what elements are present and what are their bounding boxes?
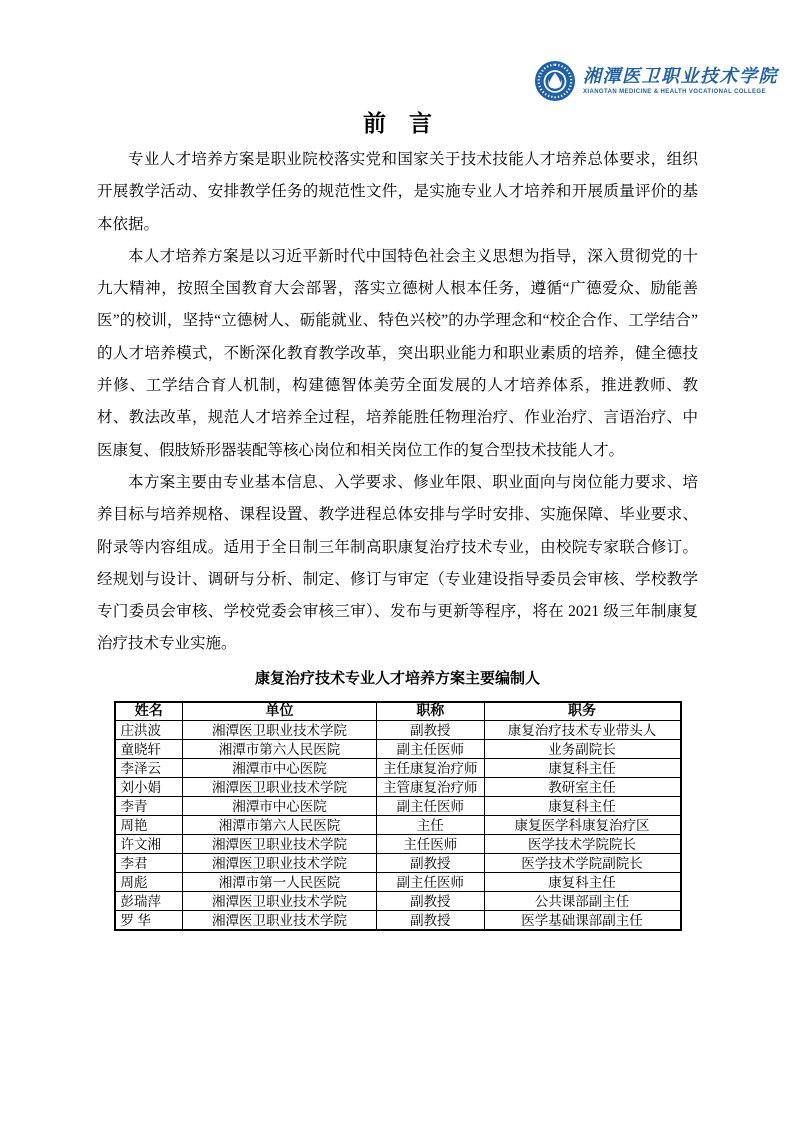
column-header: 单位 (182, 702, 376, 721)
table-cell: 周彪 (115, 873, 183, 892)
table-cell: 湘潭医卫职业技术学院 (182, 778, 376, 797)
table-row (115, 816, 681, 835)
table-cell: 主任 (377, 816, 485, 835)
table-cell: 副主任医师 (377, 873, 485, 892)
table-cell: 李君 (115, 854, 183, 873)
table-cell: 主任康复治疗师 (377, 759, 485, 778)
table-cell: 副教授 (377, 892, 485, 911)
table-cell: 康复科主任 (484, 797, 680, 816)
table-row (115, 911, 681, 930)
table-cell: 副教授 (377, 854, 485, 873)
table-cell: 副教授 (377, 721, 485, 740)
table-header (115, 702, 681, 721)
table-cell: 湘潭医卫职业技术学院 (182, 721, 376, 740)
table-cell: 罗 华 (115, 911, 183, 930)
table-header-row (115, 702, 681, 721)
preface-paragraph: 本方案主要由专业基本信息、入学要求、修业年限、职业面向与岗位能力要求、培养目标与培养规格、课程设置、教学进程总体安排与学时安排、实施保障、毕业要求、附录等内容组成。适用于全日制三年制高职康复治疗技术专业，由校院专家联合修订。经规划与设计、调研与分析、制定、修订与审定（专业建设指导委员会审核、学校教学专门委员会审核、学校党委会审核三审）、发布与更新等程序，将在 2021 级三年制康复治疗技术专业实施。 (97, 473, 698, 653)
table-cell: 湘潭市第一人民医院 (182, 873, 376, 892)
table-row (115, 778, 681, 797)
preface-paragraphs (97, 144, 698, 661)
preface-paragraph: 本人才培养方案是以习近平新时代中国特色社会主义思想为指导，深入贯彻党的十九大精神，按照全国教育大会部署，落实立德树人根本任务，遵循“广德爱众、励能善医”的校训，坚持“立德树人、砺能就业、特色兴校”的办学理念和“校企合作、工学结合”的人才培养模式，不断深化教育教学改革，突出职业能力和职业素质的培养，健全德技并修、工学结合育人机制，构建德智体美劳全面发展的人才培养体系，推进教师、教材、教法改革，规范人才培养全过程，培养能胜任物理治疗、作业治疗、言语治疗、中医康复、假肢矫形器装配等核心岗位和相关岗位工作的复合型技术技能人才。 (97, 247, 698, 459)
table-body (115, 721, 681, 930)
table-cell: 周艳 (115, 816, 183, 835)
table-cell: 医学技术学院副院长 (484, 854, 680, 873)
table-cell: 许文湘 (115, 835, 183, 854)
table-cell: 康复科主任 (484, 873, 680, 892)
table-cell: 业务副院长 (484, 740, 680, 759)
table-cell: 康复医学科康复治疗区 (484, 816, 680, 835)
table-cell: 医学基础课部副主任 (484, 911, 680, 930)
table-cell: 医学技术学院院长 (484, 835, 680, 854)
column-header: 职务 (484, 702, 680, 721)
table-cell: 湘潭医卫职业技术学院 (182, 892, 376, 911)
column-header: 姓名 (115, 702, 183, 721)
table-row (115, 873, 681, 892)
table-cell: 湘潭市第六人民医院 (182, 740, 376, 759)
table-cell: 副教授 (377, 911, 485, 930)
document-body (97, 0, 698, 931)
table-cell: 湘潭市中心医院 (182, 797, 376, 816)
table-cell: 庄洪波 (115, 721, 183, 740)
table-cell: 童晓轩 (115, 740, 183, 759)
table-cell: 湘潭医卫职业技术学院 (182, 854, 376, 873)
table-caption: 康复治疗技术专业人才培养方案主要编制人 (254, 669, 540, 687)
table-cell: 李泽云 (115, 759, 183, 778)
column-header: 职称 (377, 702, 485, 721)
table-cell: 李青 (115, 797, 183, 816)
table-row (115, 854, 681, 873)
table-row (115, 740, 681, 759)
college-name-zh: 湘潭医卫职业技术学院 (583, 66, 778, 86)
table-cell: 湘潭市中心医院 (182, 759, 376, 778)
table-cell: 主任医师 (377, 835, 485, 854)
table-row (115, 892, 681, 911)
table-cell: 康复科主任 (484, 759, 680, 778)
table-row (115, 835, 681, 854)
college-name-en: XIANGTAN MEDICINE & HEALTH VOCATIONAL COLLEGE (583, 89, 766, 95)
table-row (115, 721, 681, 740)
table-cell: 湘潭医卫职业技术学院 (182, 835, 376, 854)
table-cell: 副主任医师 (377, 740, 485, 759)
table-cell: 主管康复治疗师 (377, 778, 485, 797)
table-cell: 康复治疗技术专业带头人 (484, 721, 680, 740)
table-cell: 刘小娟 (115, 778, 183, 797)
page-title: 前 言 (363, 110, 432, 136)
table-cell: 湘潭医卫职业技术学院 (182, 911, 376, 930)
table-cell: 副主任医师 (377, 797, 485, 816)
table-row (115, 759, 681, 778)
table-cell: 彭瑞萍 (115, 892, 183, 911)
preface-paragraph: 专业人才培养方案是职业院校落实党和国家关于技术技能人才培养总体要求，组织开展教学活动、安排教学任务的规范性文件，是实施专业人才培养和开展质量评价的基本依据。 (97, 151, 698, 233)
table-cell: 湘潭市第六人民医院 (182, 816, 376, 835)
table-cell: 公共课部副主任 (484, 892, 680, 911)
compilers-table (114, 701, 682, 931)
table-cell: 教研室主任 (484, 778, 680, 797)
table-row (115, 797, 681, 816)
